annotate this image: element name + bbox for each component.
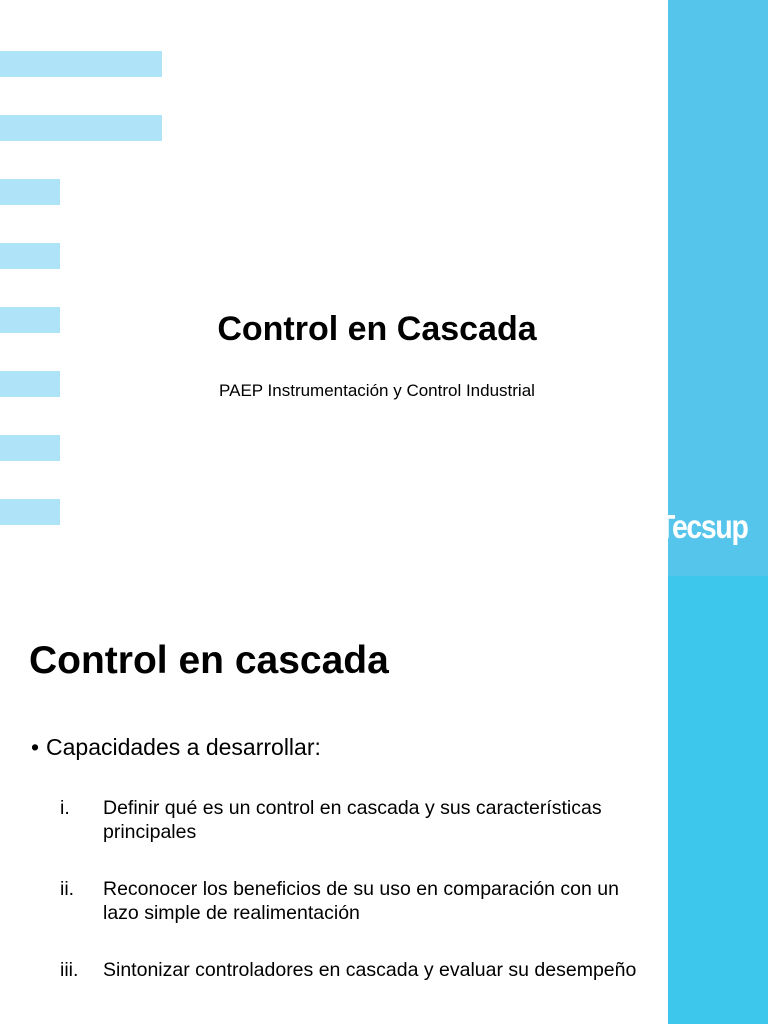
bullet-dot-icon: • xyxy=(31,734,40,760)
slide-subtitle: PAEP Instrumentación y Control Industrial xyxy=(219,381,535,400)
decor-bar xyxy=(0,179,60,205)
slide-heading: Control en cascada xyxy=(29,639,389,682)
decor-bar xyxy=(0,243,60,269)
content-slide xyxy=(0,576,768,1024)
decor-bar xyxy=(0,115,162,141)
decor-bar xyxy=(0,51,162,77)
right-sidebar xyxy=(668,0,768,576)
decor-bar xyxy=(0,499,60,525)
bullet-item xyxy=(31,734,321,761)
list-item xyxy=(60,958,640,982)
list-number: ii. xyxy=(60,878,75,900)
list-number: iii. xyxy=(60,959,79,981)
tecsup-logo: Tecsup xyxy=(658,508,748,545)
list-text: Sintonizar controladores en cascada y evaluar su desempeño xyxy=(103,959,637,981)
list-text: Definir qué es un control en cascada y sus características principales xyxy=(103,797,602,843)
slide-title: Control en Cascada xyxy=(217,310,537,348)
bullet-text: Capacidades a desarrollar: xyxy=(46,734,321,760)
list-text: Reconocer los beneficios de su uso en comparación con un lazo simple de realimentación xyxy=(103,878,619,924)
right-sidebar xyxy=(668,576,768,1024)
decor-bar xyxy=(0,435,60,461)
list-item xyxy=(60,877,640,925)
list-number: i. xyxy=(60,797,70,819)
list-item xyxy=(60,796,640,844)
